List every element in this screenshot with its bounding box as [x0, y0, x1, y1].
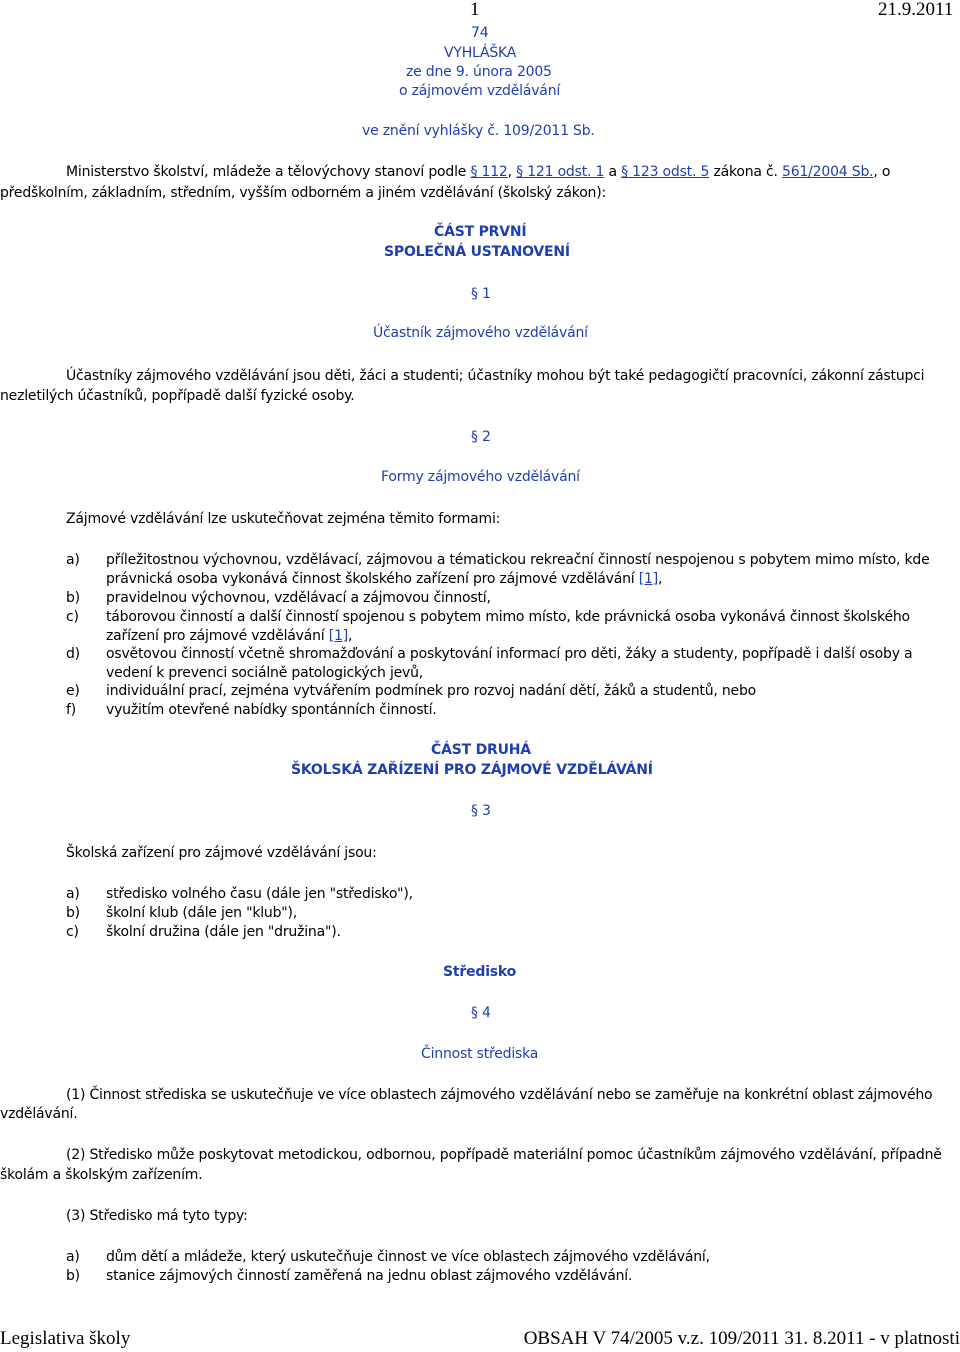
section-1-text-line-2: nezletilých účastníků, popřípadě další fyzické osoby. [0, 388, 355, 404]
section-3-number: § 3 [471, 803, 491, 819]
part-one-subheading: SPOLEČNÁ USTANOVENÍ [384, 244, 570, 260]
document-subject: o zájmovém vzdělávání [399, 83, 561, 99]
section-2-number: § 2 [471, 429, 491, 445]
list-item [66, 885, 946, 904]
list-item-text-cont [106, 627, 352, 646]
list-marker: e) [66, 683, 80, 699]
amendment-note: ve znění vyhlášky č. 109/2011 Sb. [362, 123, 595, 139]
section-4-number: § 4 [471, 1005, 491, 1021]
list-item-text: příležitostnou výchovnou, vzdělávací, zájmovou a tématickou rekreační činností nespojenou s pobytem mimo místo, kde [106, 552, 930, 568]
header-date: 21.9.2011 [878, 0, 954, 20]
list-marker: b) [66, 590, 80, 606]
regulation-number: 74 [471, 25, 489, 41]
section-1-title: Účastník zájmového vzdělávání [373, 325, 588, 341]
link-law-561-2004[interactable]: 561/2004 Sb. [782, 164, 874, 180]
list-item [66, 551, 946, 589]
paragraph-2-line-2: školám a školským zařízením. [0, 1167, 203, 1183]
paragraph-1-line-1: (1) Činnost střediska se uskutečňuje ve více oblastech zájmového vzdělávání nebo se zaměřuje na konkrétní oblast zájmového [66, 1087, 933, 1103]
subheading-stredisko: Středisko [443, 964, 517, 980]
preamble-separator-1: , [507, 164, 517, 180]
part-two-subheading: ŠKOLSKÁ ZAŘÍZENÍ PRO ZÁJMOVÉ VZDĚLÁVÁNÍ [291, 762, 653, 778]
list-item-text: stanice zájmových činností zaměřená na jednu oblast zájmového vzdělávání. [106, 1268, 633, 1284]
list-item [66, 608, 946, 646]
list-item-text: středisko volného času (dále jen "středisko"), [106, 886, 413, 902]
footer-right: OBSAH V 74/2005 v.z. 109/2011 31. 8.2011 - v platnosti [523, 1328, 960, 1349]
list-item-text: školní družina (dále jen "družina"). [106, 924, 341, 940]
preamble-text-1: Ministerstvo školství, mládeže a tělovýchovy stanoví podle [66, 164, 471, 180]
part-one-heading: ČÁST PRVNÍ [434, 224, 527, 240]
list-marker: f) [66, 702, 76, 718]
section-4-title: Činnost střediska [421, 1046, 539, 1062]
link-section-112[interactable]: § 112 [470, 164, 508, 180]
preamble-separator-2: a [604, 164, 622, 180]
list-item-text: táborovou činností a další činností spojenou s pobytem mimo místo, kde právnická osoba vykonává činnost školského [106, 609, 910, 625]
list-item-text: pravidelnou výchovnou, vzdělávací a zájmovou činností, [106, 590, 491, 606]
list-item [66, 682, 946, 701]
list-item [66, 701, 946, 720]
page-number: 1 [470, 0, 480, 20]
list-item-text: individuální prací, zejména vytvářením podmínek pro rozvoj nadání dětí, žáků a studentů, nebo [106, 683, 757, 699]
footer-left: Legislativa školy [0, 1328, 131, 1349]
section-1-text-line-1: Účastníky zájmového vzdělávání jsou děti, žáci a studenti; účastníky mohou být také pedagogičtí pracovníci, zákonní zástupci [66, 368, 925, 384]
list-marker: c) [66, 609, 79, 625]
list-item-text: osvětovou činností včetně shromažďování a poskytování informací pro děti, žáky a studenty, popřípadě i další osoby a [106, 646, 913, 662]
list-item-text-part: zařízení pro zájmové vzdělávání [106, 628, 329, 644]
footnote-link-1[interactable]: [1] [638, 571, 658, 587]
document-date: ze dne 9. února 2005 [406, 64, 552, 80]
list-item [66, 904, 946, 923]
list-marker: b) [66, 1268, 80, 1284]
paragraph-3: (3) Středisko má tyto typy: [66, 1208, 248, 1224]
list-marker: a) [66, 886, 80, 902]
list-item [66, 1267, 946, 1286]
list-item [66, 923, 946, 942]
list-item-text-cont [106, 570, 662, 589]
list-item-text-part: právnická osoba vykonává činnost školského zařízení pro zájmové vzdělávání [106, 571, 639, 587]
list-item-text: dům dětí a mládeže, který uskutečňuje činnost ve více oblastech zájmového vzdělávání, [106, 1249, 710, 1265]
section-1-number: § 1 [471, 286, 491, 302]
preamble-line-2: předškolním, základním, středním, vyšším odborném a jiném vzdělávání (školský zákon): [0, 185, 607, 201]
list-marker: b) [66, 905, 80, 921]
part-two-heading: ČÁST DRUHÁ [431, 742, 531, 758]
list-item-text-cont: vedení k prevenci sociálně patologických jevů, [106, 665, 424, 681]
list-item [66, 1248, 946, 1267]
preamble-line-1 [66, 164, 890, 180]
section-2-intro: Zájmové vzdělávání lze uskutečňovat zejména těmito formami: [66, 511, 501, 527]
paragraph-2-line-1: (2) Středisko může poskytovat metodickou, odbornou, popřípadě materiální pomoc účastníkům zájmového vzdělávání, případně [66, 1147, 942, 1163]
list-item-text: využitím otevřené nabídky spontánních činností. [106, 702, 437, 718]
footnote-link-1[interactable]: [1] [328, 628, 348, 644]
link-section-123[interactable]: § 123 odst. 5 [621, 164, 710, 180]
list-item [66, 645, 946, 683]
list-item-text-end: , [347, 628, 353, 644]
document-type: VYHLÁŠKA [444, 45, 517, 61]
list-marker: a) [66, 1249, 80, 1265]
preamble-text-2: zákona č. [709, 164, 783, 180]
list-marker: d) [66, 646, 80, 662]
list-item [66, 589, 946, 608]
list-marker: a) [66, 552, 80, 568]
list-item-text-end: , [658, 571, 663, 587]
link-section-121[interactable]: § 121 odst. 1 [516, 164, 605, 180]
section-3-intro: Školská zařízení pro zájmové vzdělávání jsou: [66, 845, 377, 861]
paragraph-1-line-2: vzdělávání. [0, 1106, 78, 1122]
list-marker: c) [66, 924, 79, 940]
section-2-title: Formy zájmového vzdělávání [381, 469, 580, 485]
list-item-text: školní klub (dále jen "klub"), [106, 905, 298, 921]
preamble-text-3: , o [873, 164, 891, 180]
